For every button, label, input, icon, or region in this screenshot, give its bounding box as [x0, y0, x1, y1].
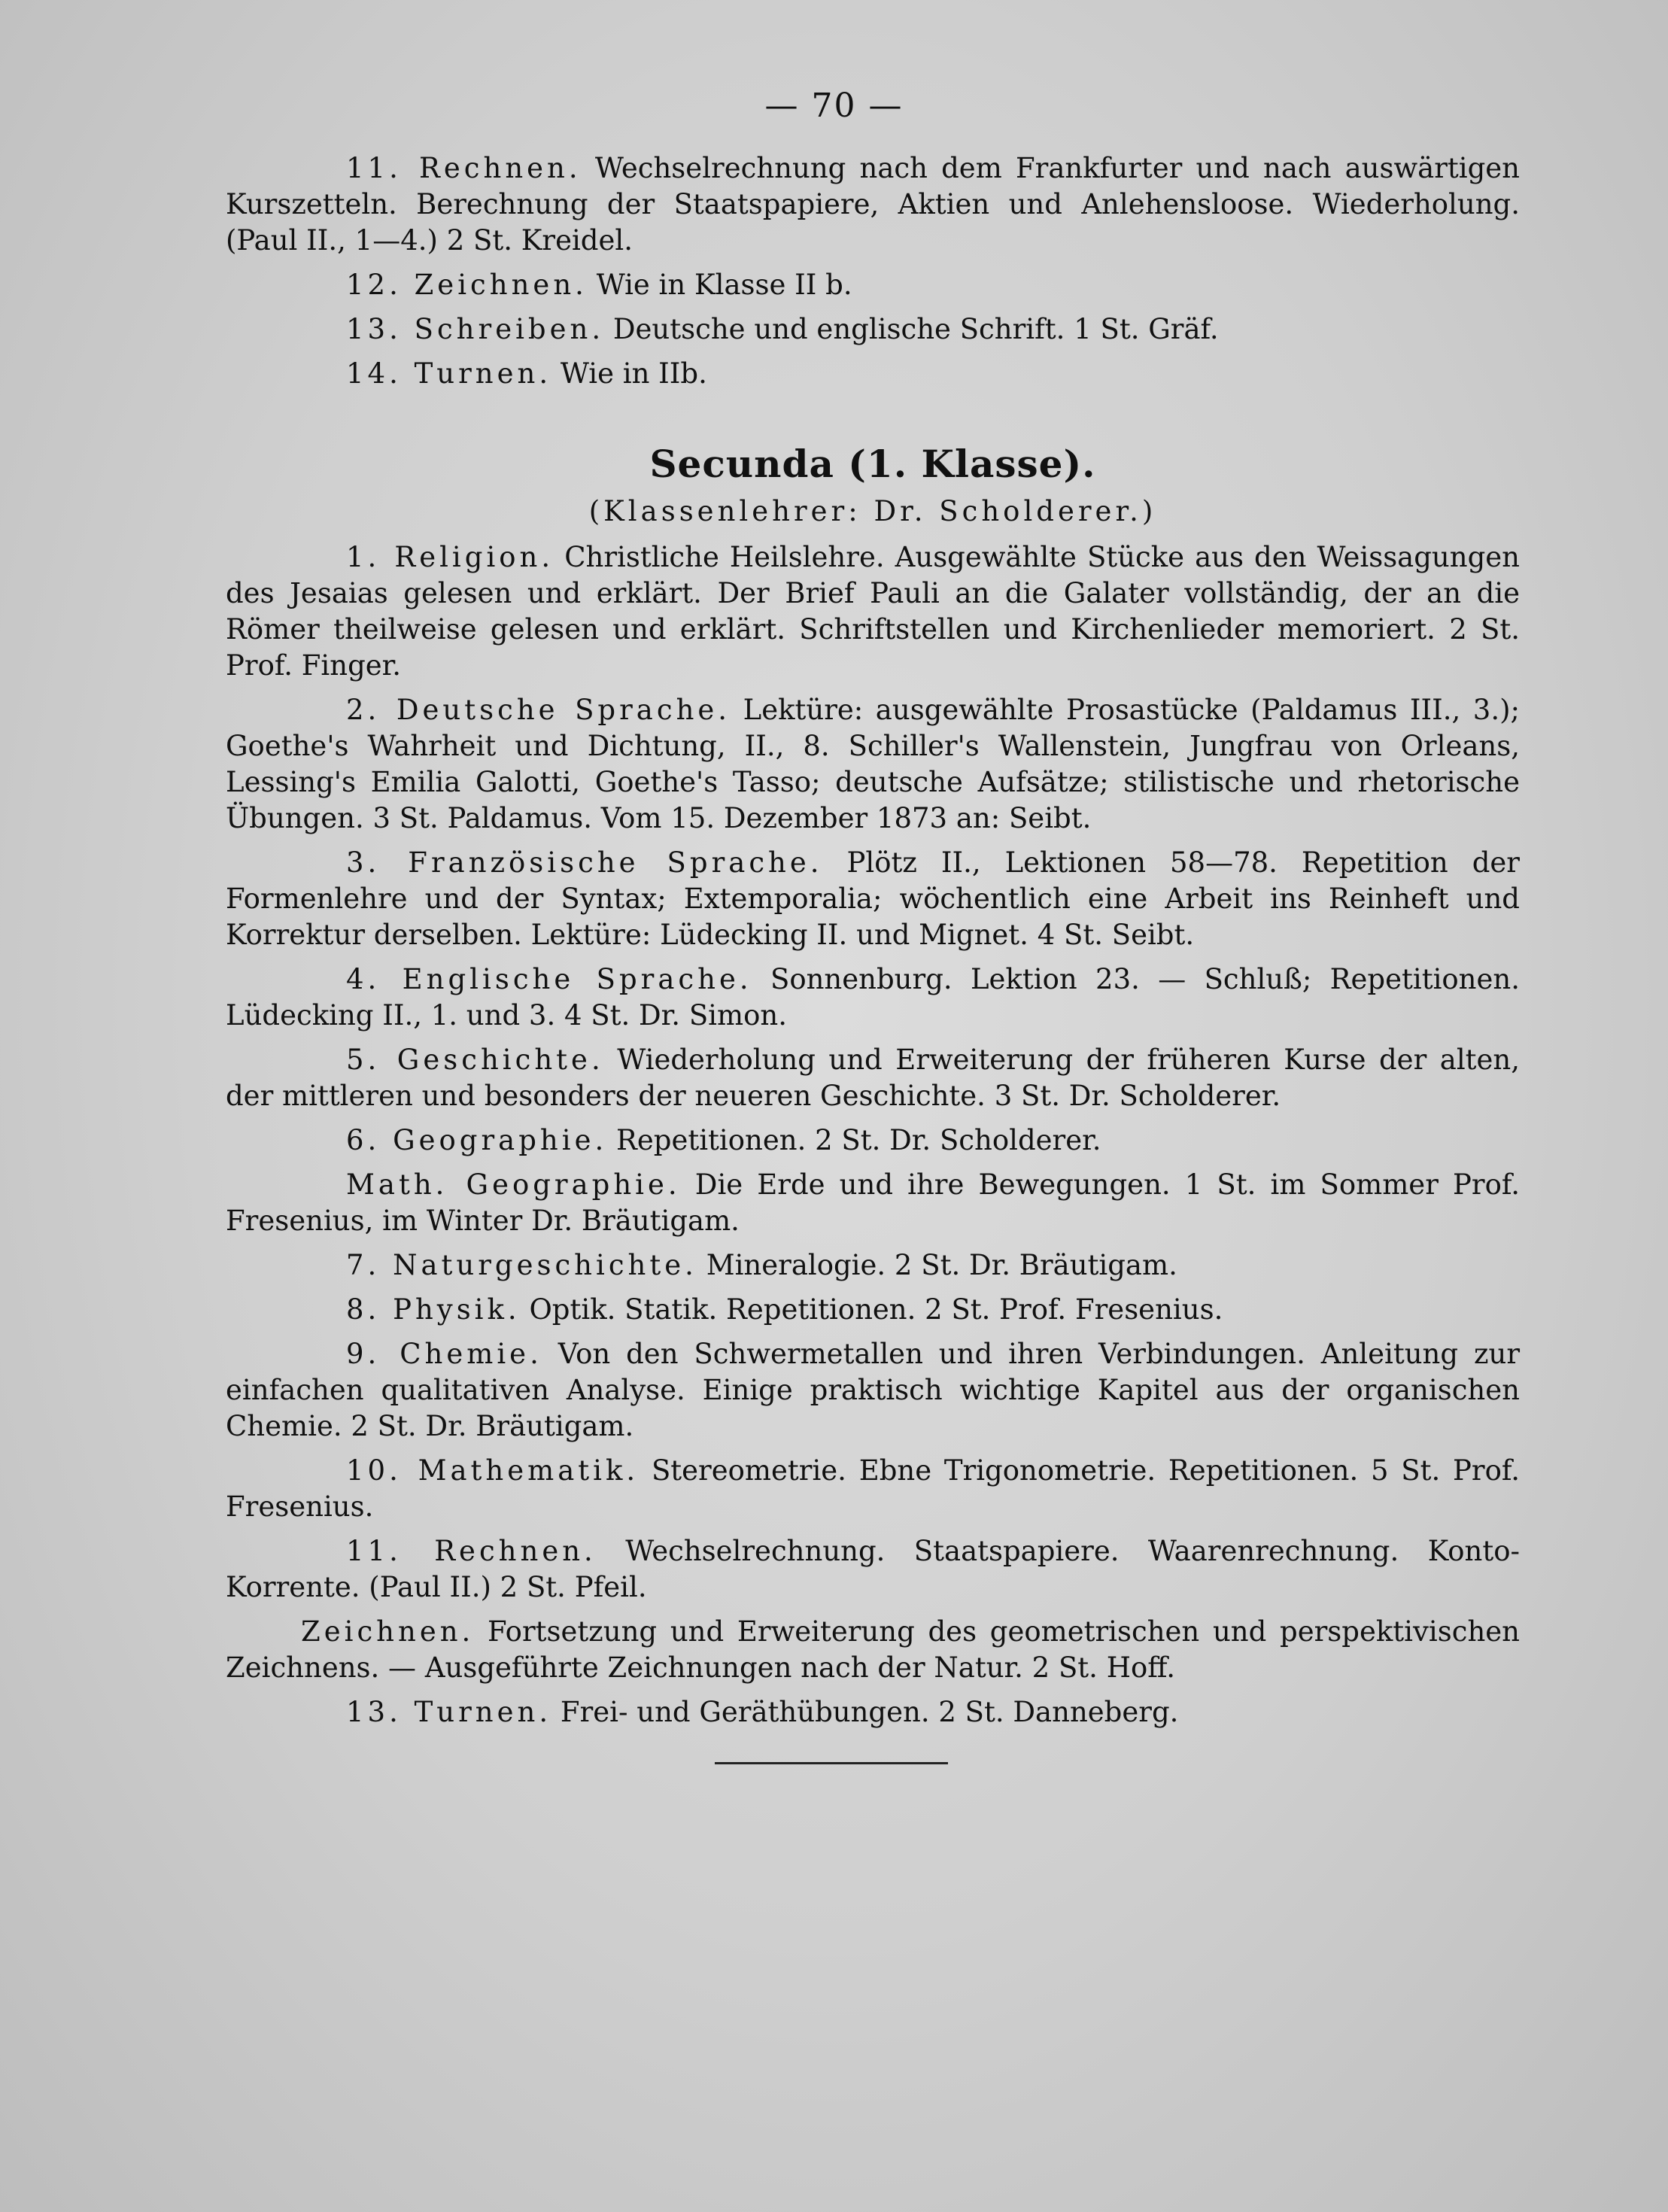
list-item — [226, 1123, 1520, 1159]
item-text: Wechselrechnung nach dem Frankfurter und nach auswärtigen Kurszetteln. Berechnung der Staatspapiere, Aktien und Anlehensloose. Wiederholung. (Paul II., 1—4.) 2 St. Kreidel. — [226, 152, 1521, 257]
item-lead: 6. Geographie. — [346, 1124, 608, 1156]
item-lead: 1. Religion. — [346, 541, 554, 573]
item-text: Von den Schwermetallen und ihren Verbindungen. Anleitung zur einfachen qualitativen Analyse. Einige praktisch wichtige Kapitel aus der organischen Chemie. 2 St. Dr. Bräutigam. — [226, 1338, 1520, 1442]
item-text: Wie in IIb. — [560, 357, 707, 390]
list-item — [226, 1042, 1520, 1114]
item-text: Stereometrie. Ebne Trigonometrie. Repetitionen. 5 St. Prof. Fresenius. — [226, 1454, 1521, 1523]
item-lead: 11. Rechnen. — [346, 1535, 597, 1567]
item-text: Christliche Heilslehre. Ausgewählte Stücke aus den Weissagungen des Jesaias gelesen und erklärt. Der Brief Pauli an die Galater vollständig, der an die Römer theilweise gelesen und erklärt. Schriftstellen und Kirchenlieder memoriert. 2 St. Prof. Finger. — [226, 541, 1520, 682]
item-text: Deutsche und englische Schrift. 1 St. Gräf. — [612, 313, 1219, 345]
item-text: Plötz II., Lektionen 58—78. Repetition der Formenlehre und der Syntax; Extemporalia; wöchentlich eine Arbeit ins Reinheft und Korrektur derselben. Lektüre: Lüdecking II. und Mignet. 4 St. Seibt. — [226, 846, 1520, 951]
list-item — [226, 962, 1520, 1034]
item-lead: 2. Deutsche Sprache. — [346, 694, 731, 726]
item-lead: 13. Turnen. — [346, 1696, 552, 1728]
item-lead: 8. Physik. — [346, 1293, 521, 1326]
list-item — [226, 1614, 1520, 1686]
top-items — [226, 150, 1520, 1739]
item-text: Die Erde und ihre Bewegungen. 1 St. im Sommer Prof. Fresenius, im Winter Dr. Bräutigam. — [226, 1168, 1520, 1237]
list-item — [226, 311, 1520, 348]
list-item — [226, 356, 1520, 392]
item-lead: 10. Mathematik. — [346, 1454, 640, 1487]
list-item — [226, 267, 1520, 303]
item-lead: 14. Turnen. — [346, 357, 552, 390]
item-text: Mineralogie. 2 St. Dr. Bräutigam. — [706, 1249, 1177, 1281]
list-item — [226, 1292, 1520, 1328]
list-item — [226, 1247, 1520, 1284]
item-text: Optik. Statik. Repetitionen. 2 St. Prof. Fresenius. — [529, 1293, 1223, 1326]
item-text: Frei- und Geräthübungen. 2 St. Danneberg. — [560, 1696, 1179, 1728]
item-lead: 5. Geschichte. — [346, 1044, 604, 1076]
closing-rule — [715, 1762, 948, 1764]
list-item — [226, 845, 1520, 953]
list-item — [226, 692, 1520, 837]
page-number: — 70 — — [764, 87, 904, 125]
list-item — [226, 150, 1520, 259]
list-item — [226, 1533, 1520, 1606]
item-lead: 12. Zeichnen. — [346, 269, 588, 301]
list-item — [226, 1694, 1520, 1730]
item-text: Wiederholung und Erweiterung der früheren Kurse der alten, der mittleren und besonders der neueren Geschichte. 3 St. Dr. Scholderer. — [226, 1044, 1521, 1112]
list-item — [226, 1336, 1520, 1445]
item-lead: 11. Rechnen. — [346, 152, 582, 184]
item-text: Wechselrechnung. Staatspapiere. Waarenrechnung. Konto-Korrente. (Paul II.) 2 St. Pfeil. — [226, 1535, 1521, 1603]
item-lead: Math. Geographie. — [346, 1168, 681, 1201]
item-lead: 13. Schreiben. — [346, 313, 605, 345]
item-text: Wie in Klasse II b. — [596, 269, 852, 301]
item-lead: 3. Französische Sprache. — [346, 846, 823, 879]
item-lead: 7. Naturgeschichte. — [346, 1249, 697, 1281]
list-item — [226, 1167, 1520, 1239]
list-item — [226, 539, 1520, 684]
item-lead: Zeichnen. — [301, 1615, 475, 1648]
section-teacher: (Klassenlehrer: Dr. Scholderer.) — [588, 495, 1157, 527]
item-lead: 9. Chemie. — [346, 1338, 542, 1370]
item-lead: 4. Englische Sprache. — [346, 963, 752, 995]
item-text: Fortsetzung und Erweiterung des geometrischen und perspektivischen Zeichnens. — Ausgeführte Zeichnungen nach der Natur. 2 St. Hoff. — [226, 1615, 1520, 1684]
section-title: Secunda (1. Klasse). — [649, 442, 1096, 486]
list-item — [226, 1453, 1520, 1525]
item-text: Sonnenburg. Lektion 23. — Schluß; Repetitionen. Lüdecking II., 1. und 3. 4 St. Dr. Simon. — [226, 963, 1520, 1032]
item-text: Repetitionen. 2 St. Dr. Scholderer. — [616, 1124, 1101, 1156]
item-text: Lektüre: ausgewählte Prosastücke (Paldamus III., 3.); Goethe's Wahrheit und Dichtung, II., 8. Schiller's Wallenstein, Jungfrau von Orleans, Lessing's Emilia Galotti, Goethe's Tasso; deutsche Aufsätze; stilistische und rhetorische Übungen. 3 St. Paldamus. Vom 15. Dezember 1873 an: Seibt. — [226, 694, 1520, 834]
